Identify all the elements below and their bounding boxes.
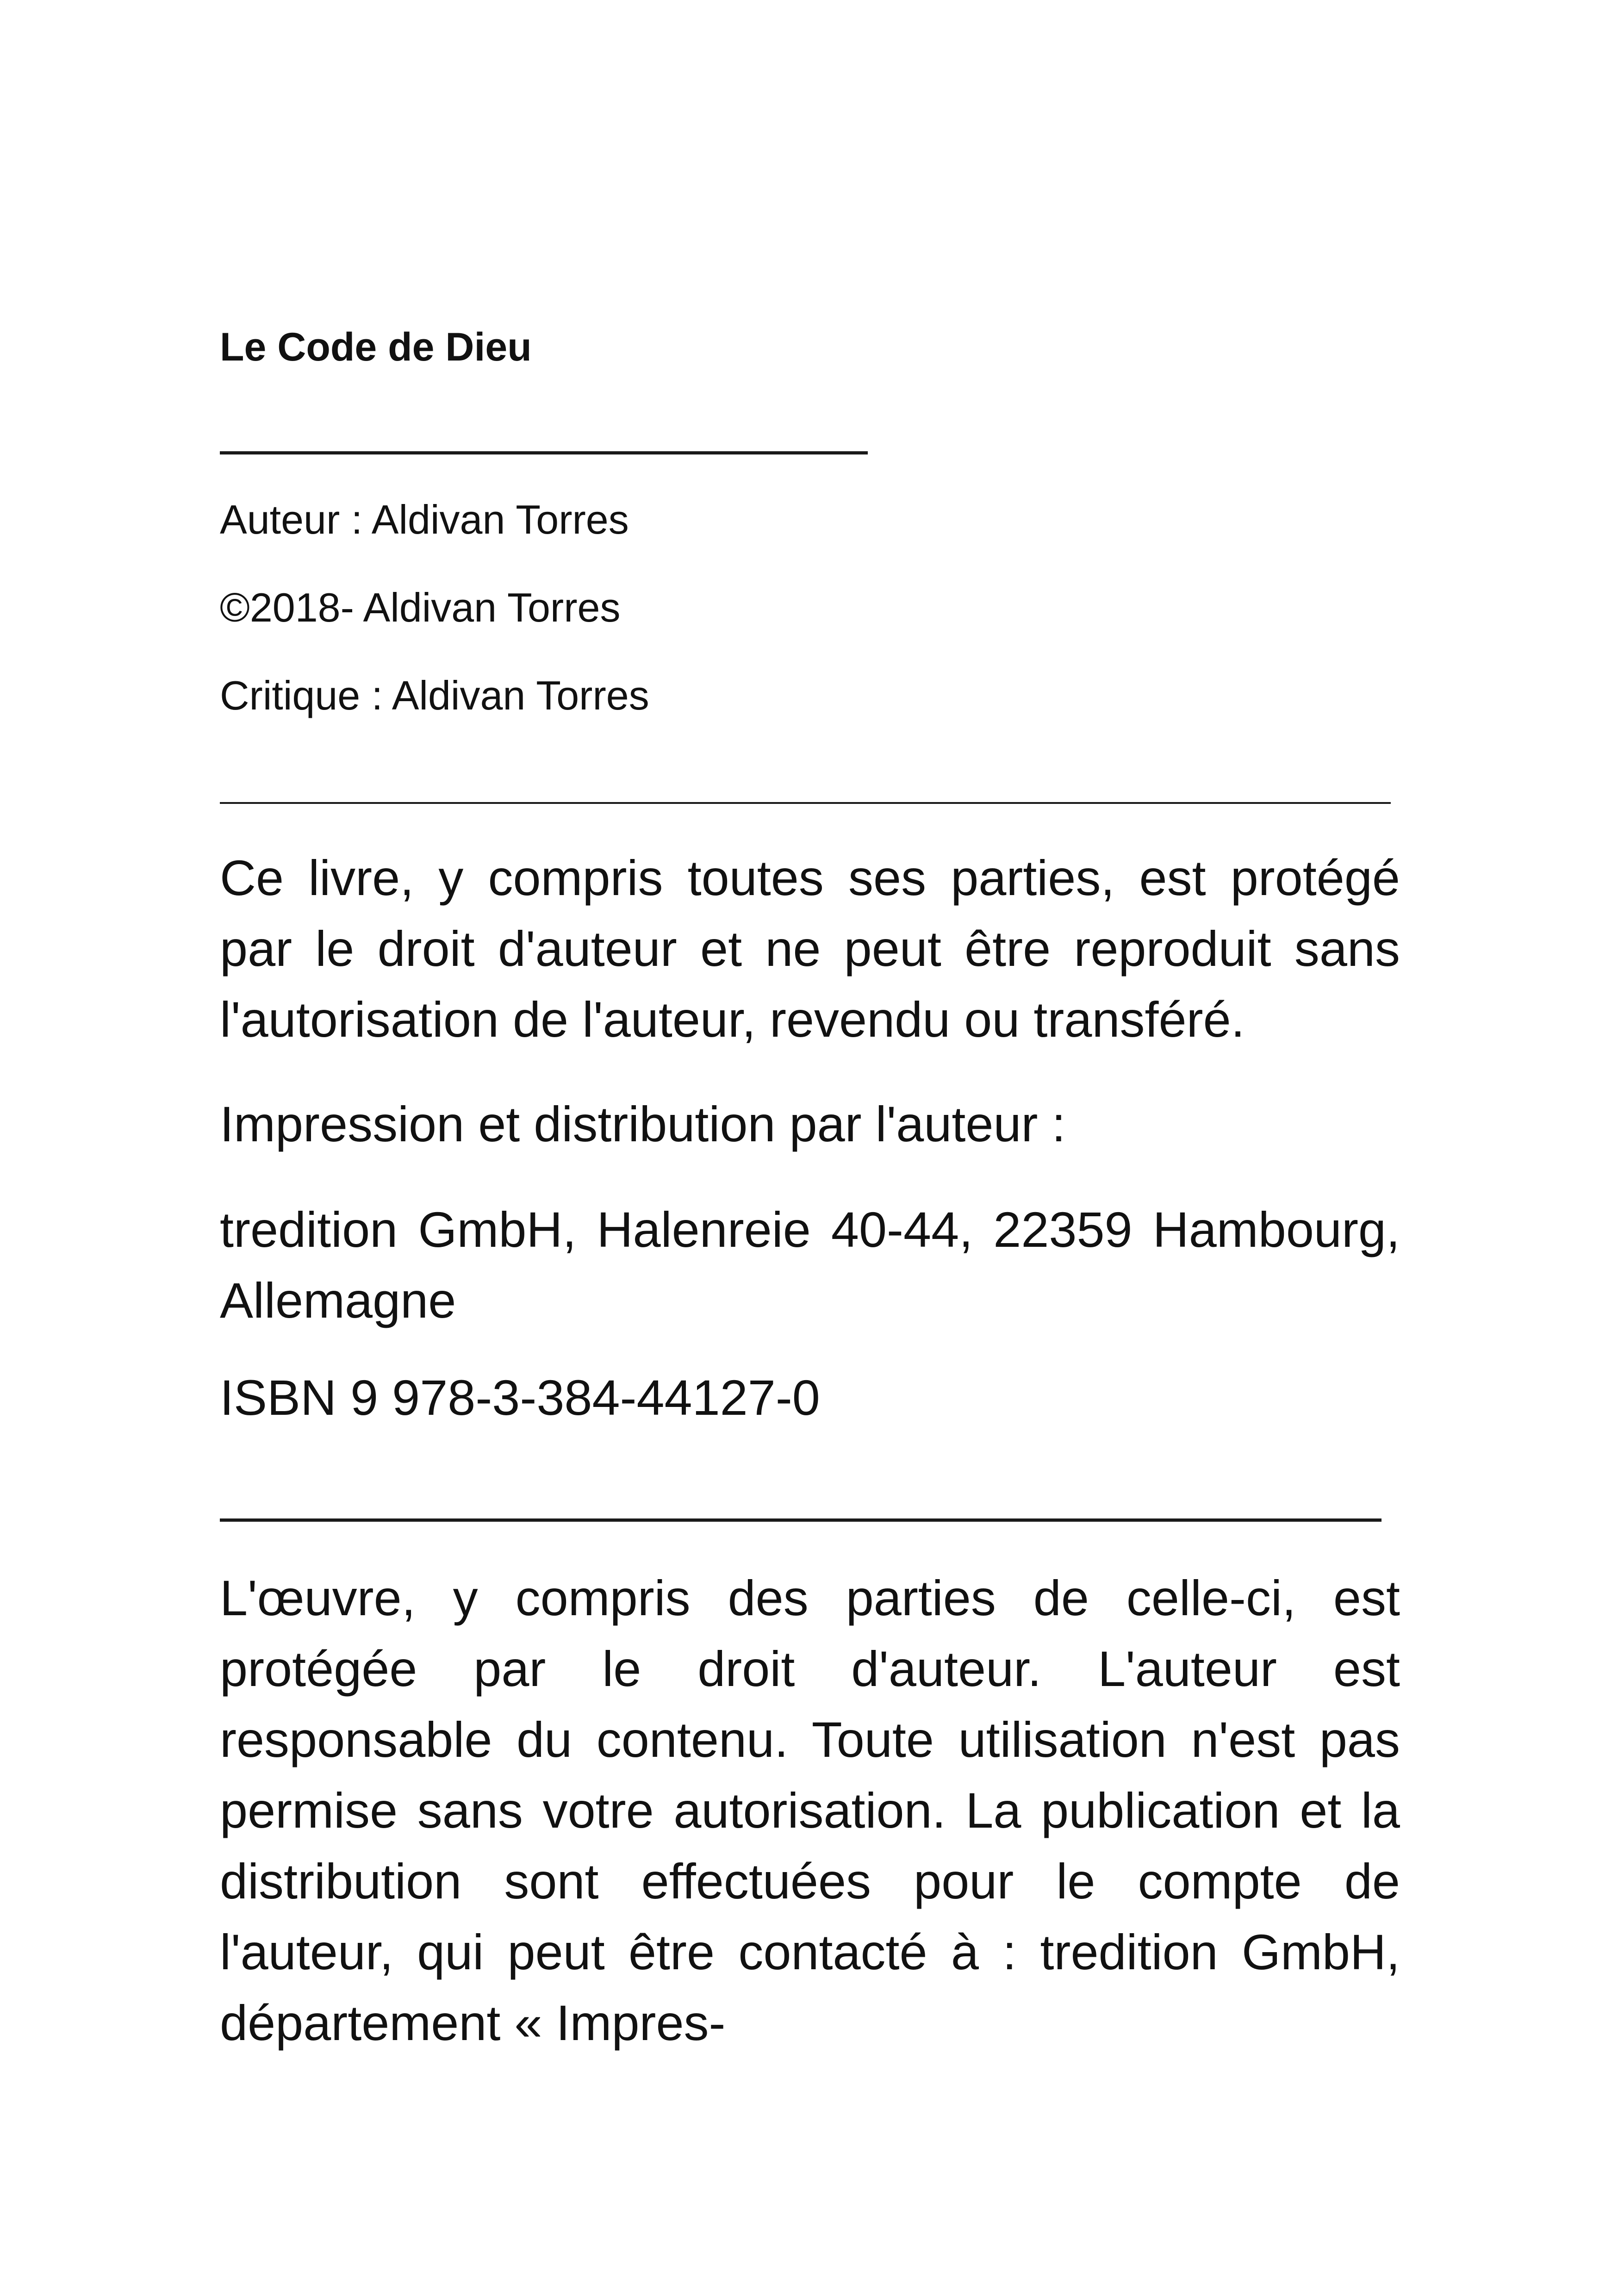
isbn-divider: [220, 1518, 1382, 1522]
legal-notice: L'œuvre, y compris des parties de celle-ci, est protégée par le droit d'auteur. L'auteur est responsable du contenu. Toute utilisation n'est pas permise sans votre autorisation. La publication et la distribution sont effectuées pour le compte de l'auteur, qui peut être contacté à : tredition GmbH, département « Impres-: [220, 1570, 1400, 2051]
copyright-notice: Ce livre, y compris toutes ses parties, est protégé par le droit d'auteur et ne peut être reproduit sans l'autorisation de l'auteur, revendu ou transféré.: [220, 850, 1400, 1047]
isbn-line: ISBN 9 978-3-384-44127-0: [220, 1369, 820, 1425]
book-title: Le Code de Dieu: [220, 325, 532, 369]
publisher-address: tredition GmbH, Halenreie 40-44, 22359 Hambourg, Allemagne: [220, 1201, 1400, 1328]
credits-divider: [220, 802, 1391, 804]
critic-line: Critique : Aldivan Torres: [220, 672, 649, 718]
title-divider: [220, 451, 868, 454]
author-line: Auteur : Aldivan Torres: [220, 497, 629, 542]
copyright-line: ©2018- Aldivan Torres: [220, 585, 621, 630]
printing-label: Impression et distribution par l'auteur :: [220, 1096, 1066, 1152]
